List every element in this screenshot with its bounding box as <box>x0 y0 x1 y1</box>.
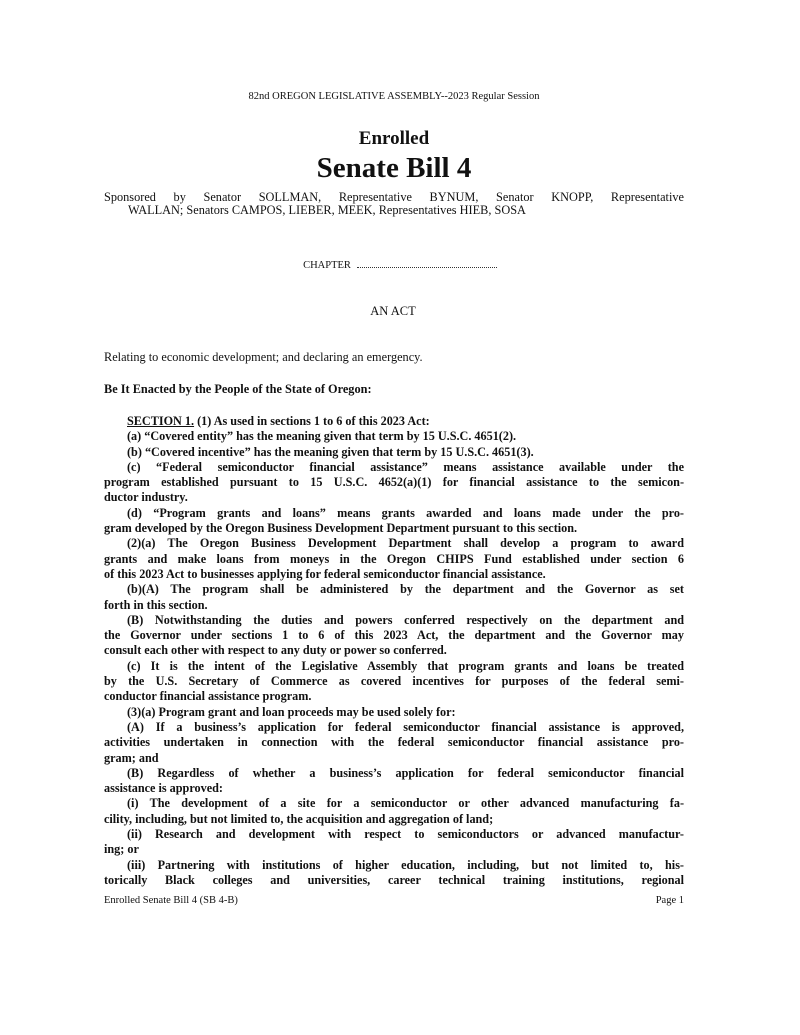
footer-page-number: Page 1 <box>655 895 684 906</box>
chapter-label: CHAPTER <box>303 260 351 271</box>
body-line: (c) It is the intent of the Legislative Assembly that program grants and loans be treated <box>127 658 684 673</box>
body-line: conductor financial assistance program. <box>104 689 312 704</box>
body-line: gram; and <box>104 750 159 765</box>
body-line: torically Black colleges and universities, career technical training institutions, regional <box>104 872 684 887</box>
page-footer <box>104 895 684 906</box>
body-line: consult each other with respect to any duty or power so conferred. <box>104 643 447 658</box>
enrolled-label: Enrolled <box>358 128 430 149</box>
enacting-clause: Be It Enacted by the People of the State of Oregon: <box>104 382 372 396</box>
body-line: (d) “Program grants and loans” means grants awarded and loans made under the pro- <box>127 505 684 520</box>
body-line: forth in this section. <box>104 597 208 612</box>
body-line: (i) The development of a site for a semiconductor or other advanced manufacturing fa- <box>127 796 684 811</box>
section-first-line-text: (1) As used in sections 1 to 6 of this 2023 Act: <box>194 414 430 428</box>
sponsors-line-2: WALLAN; Senators CAMPOS, LIEBER, MEEK, Representatives HIEB, SOSA <box>128 203 526 217</box>
body-line: gram developed by the Oregon Business Development Department pursuant to this section. <box>104 521 578 536</box>
sponsors-block <box>104 191 684 217</box>
body-line: of this 2023 Act to businesses applying for federal semiconductor financial assistance. <box>104 566 546 581</box>
body-line: (b) “Covered incentive” has the meaning given that term by 15 U.S.C. 4651(3). <box>127 444 534 459</box>
body-line: (B) Regardless of whether a business’s application for federal semiconductor financial <box>127 765 684 780</box>
body-line: ing; or <box>104 842 139 857</box>
body-line: grants and make loans from moneys in the Oregon CHIPS Fund established under section 6 <box>104 551 684 566</box>
body-line: (iii) Partnering with institutions of higher education, including, but not limited to, his- <box>127 857 684 872</box>
body-line: activities undertaken in connection with the federal semiconductor financial assistance pro- <box>104 735 684 750</box>
body-line: (b)(A) The program shall be administered by the department and the Governor as set <box>127 582 684 597</box>
body-line: (3)(a) Program grant and loan proceeds may be used solely for: <box>127 704 456 719</box>
body-line: (2)(a) The Oregon Business Development Department shall develop a program to award <box>127 536 684 551</box>
relating-clause: Relating to economic development; and declaring an emergency. <box>104 350 423 364</box>
body-line: the Governor under sections 1 to 6 of this 2023 Act, the department and the Governor may <box>104 628 684 643</box>
body-line: (ii) Research and development with respect to semiconductors or advanced manufactur- <box>127 827 684 842</box>
chapter-line <box>0 259 800 271</box>
an-act-heading: AN ACT <box>370 304 416 318</box>
section-first-line <box>104 414 684 429</box>
body-line: (A) If a business’s application for federal semiconductor financial assistance is approved, <box>127 719 684 734</box>
bill-title: Senate Bill 4 <box>316 152 472 184</box>
body-line: ductor industry. <box>104 490 188 505</box>
body-line: (a) “Covered entity” has the meaning given that term by 15 U.S.C. 4651(2). <box>127 429 517 444</box>
body-line: (B) Notwithstanding the duties and powers conferred respectively on the department and <box>127 612 684 627</box>
body-line: cility, including, but not limited to, the acquisition and aggregation of land; <box>104 811 494 826</box>
sponsors-line-1: Sponsored by Senator SOLLMAN, Representative BYNUM, Senator KNOPP, Representative <box>104 190 684 204</box>
section-body <box>104 414 684 888</box>
chapter-blank <box>357 259 497 268</box>
body-line: program established pursuant to 15 U.S.C. 4652(a)(1) for financial assistance to the semicon- <box>104 475 684 490</box>
session-header: 82nd OREGON LEGISLATIVE ASSEMBLY--2023 Regular Session <box>248 91 540 102</box>
footer-bill-name: Enrolled Senate Bill 4 (SB 4-B) <box>104 895 238 906</box>
body-line: assistance is approved: <box>104 781 223 796</box>
section-number: SECTION 1. <box>127 414 195 428</box>
body-line: by the U.S. Secretary of Commerce as covered incentives for purposes of the federal semi- <box>104 674 684 689</box>
body-line: (c) “Federal semiconductor financial assistance” means assistance available under the <box>127 459 684 474</box>
